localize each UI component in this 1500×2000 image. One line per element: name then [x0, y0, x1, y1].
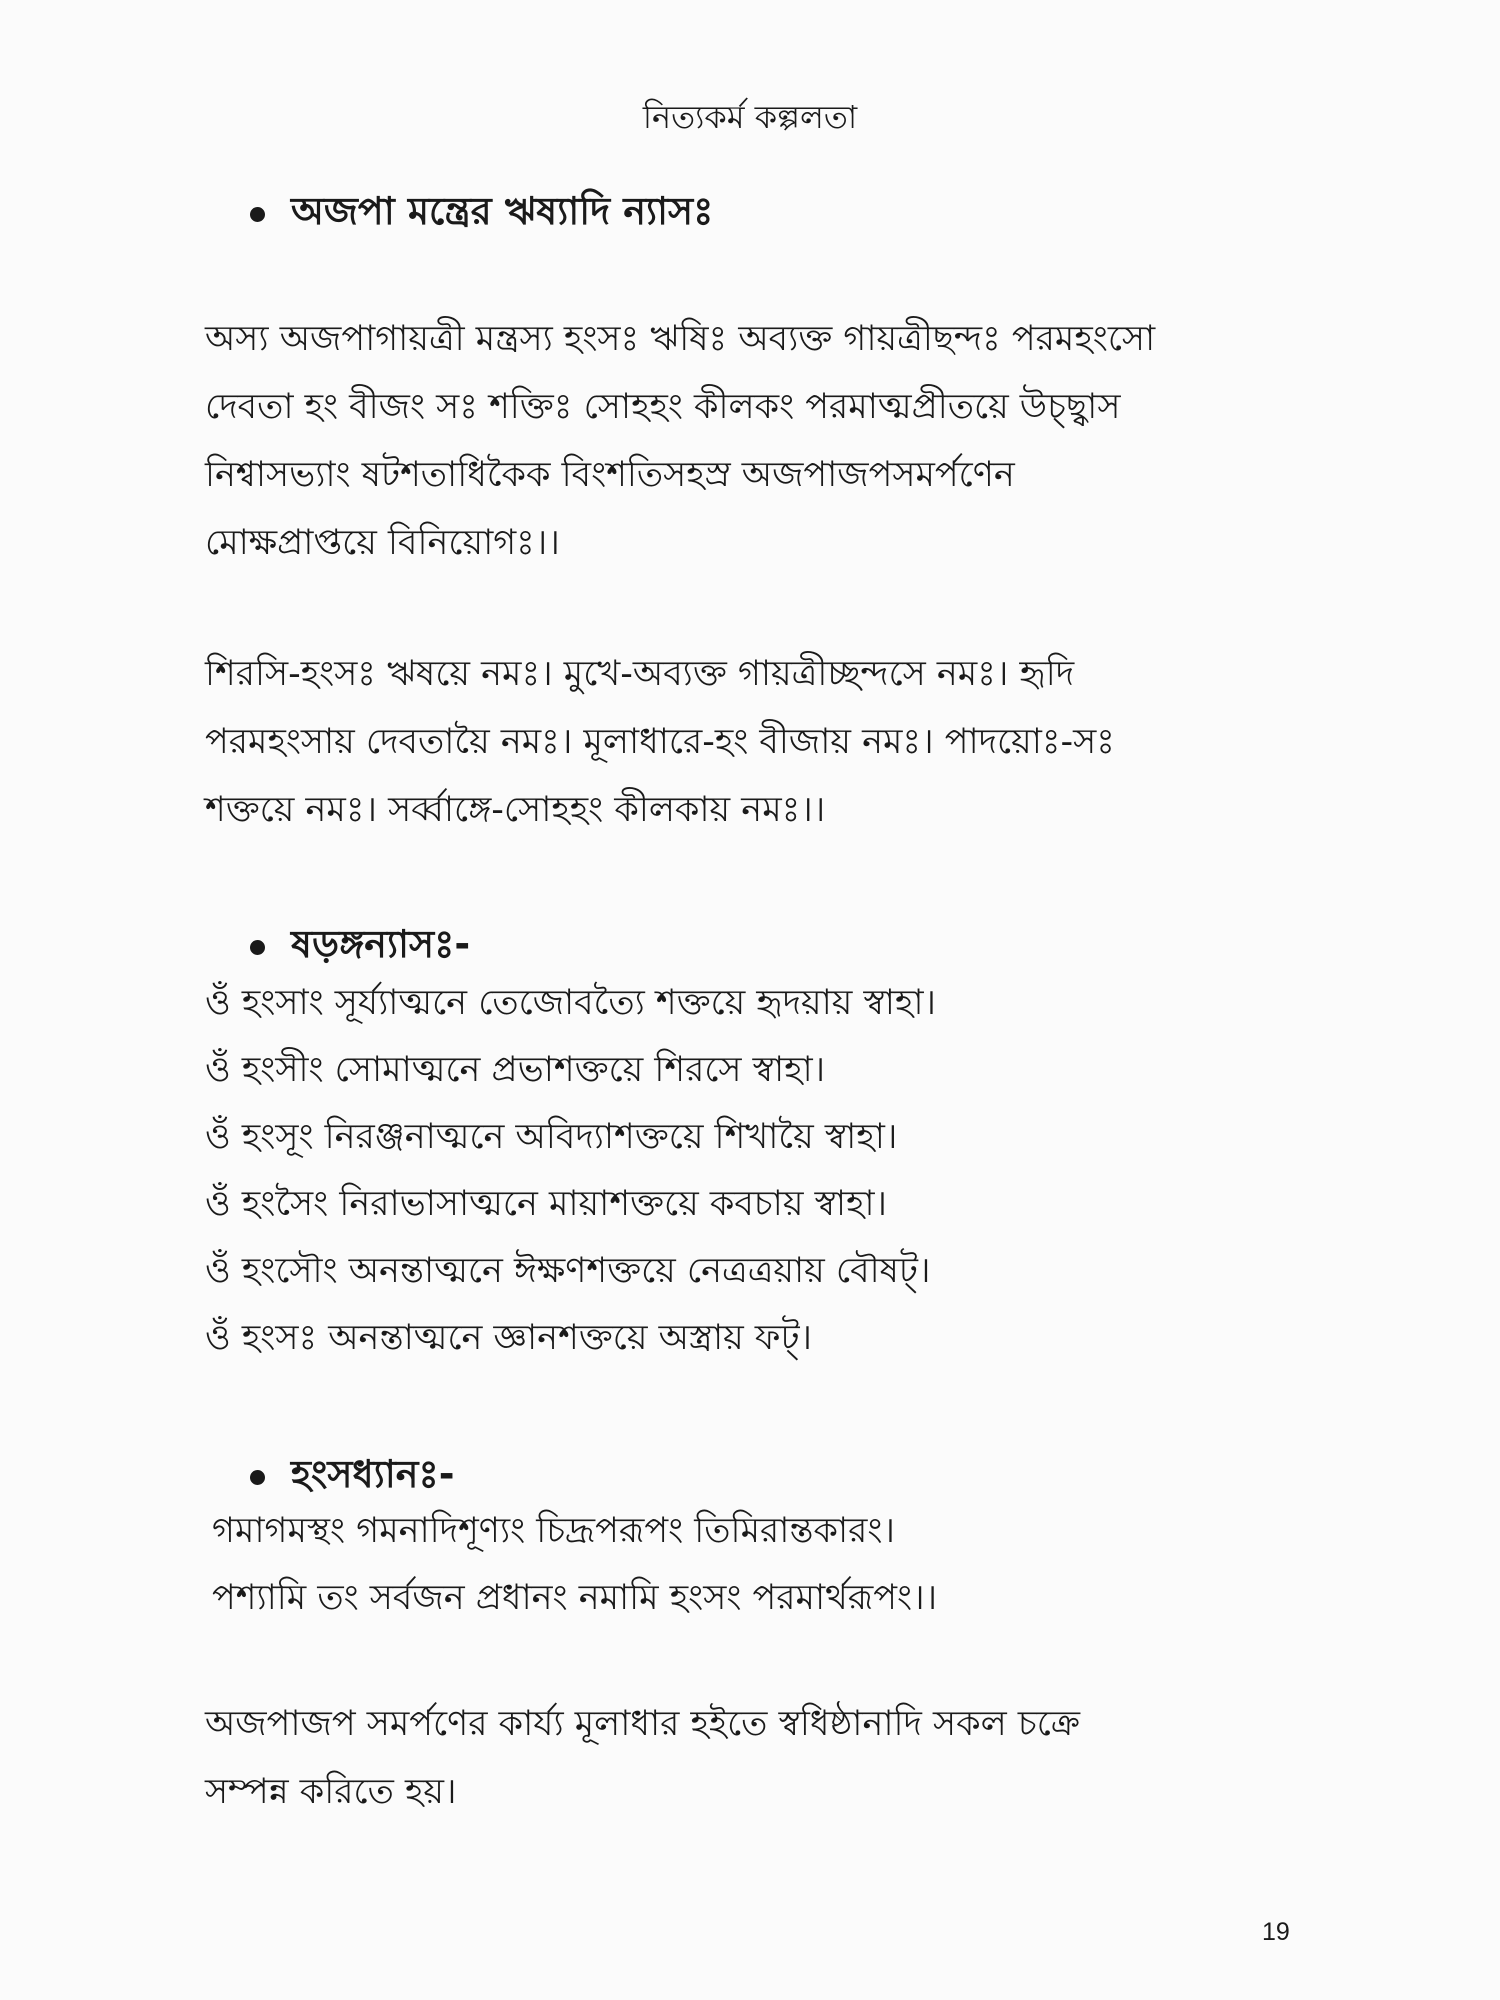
mantra-line: ওঁ হংসূং নিরঞ্জনাত্মনে অবিদ্যাশক্তয়ে শিখায়ৈ স্বাহা। [205, 1117, 898, 1157]
bullet-icon [250, 940, 265, 955]
text-line: অজপাজপ সমর্পণের কার্য্য মূলাধার হইতে স্বধিষ্ঠানাদি সকল চক্রে [205, 1704, 1081, 1744]
bullet-icon [250, 207, 265, 222]
verse-line: গমাগমস্থং গমনাদিশূণ্যং চিদ্রূপরূপং তিমিরান্তকারং। [212, 1511, 895, 1551]
mantra-line: ওঁ হংসাং সূর্য্যাত্মনে তেজোবত্যৈ শক্তয়ে হৃদয়ায় স্বাহা। [205, 983, 936, 1023]
verse-line: পশ্যামি তং সর্বজন প্রধানং নমামি হংসং পরমার্থরূপং।। [212, 1578, 938, 1618]
running-head: নিত্যকর্ম কল্পলতা [642, 98, 858, 136]
mantra-line: ওঁ হংসীং সোমাত্মনে প্রভাশক্তয়ে শিরসে স্বাহা। [205, 1050, 826, 1090]
text-line: সম্পন্ন করিতে হয়। [205, 1772, 457, 1812]
text-line: শিরসি-হংসঃ ঋষয়ে নমঃ। মুখে-অব্যক্ত গায়ত্রীচ্ছন্দসে নমঃ। হৃদি [205, 654, 1075, 694]
mantra-line: ওঁ হংসৌং অনন্তাত্মনে ঈক্ষণশক্তয়ে নেত্রত্রয়ায় বৌষট্। [205, 1251, 931, 1291]
text-line: অস্য অজপাগায়ত্রী মন্ত্রস্য হংসঃ ঋষিঃ অব্যক্ত গায়ত্রীছন্দঃ পরমহংসো [205, 319, 1156, 359]
section-heading-text: ষড়ঙ্গন্যাসঃ- [291, 922, 471, 966]
rishyadi-nyasa-paragraph [205, 640, 1305, 844]
text-line: নিশ্বাসভ্যাং ষটশতাধিকৈক বিংশতিসহস্র অজপাজপসমর্পণেন [205, 455, 1015, 495]
text-line: পরমহংসায় দেবতায়ৈ নমঃ। মূলাধারে-হং বীজায় নমঃ। পাদয়োঃ-সঃ [205, 722, 1115, 762]
text-line: মোক্ষপ্রাপ্তয়ে বিনিয়োগঃ।। [205, 523, 560, 563]
page-number: 19 [1262, 1918, 1290, 1946]
section-heading-text: অজপা মন্ত্রের ঋষ্যাদি ন্যাসঃ [291, 189, 714, 233]
mantra-line: ওঁ হংসৈং নিরাভাসাত্মনে মায়াশক্তয়ে কবচায় স্বাহা। [205, 1184, 888, 1224]
bullet-icon [250, 1470, 265, 1485]
shadanga-nyasa-list [205, 970, 1305, 1372]
closing-paragraph [205, 1690, 1305, 1826]
text-line: শক্তয়ে নমঃ। সর্ব্বাঙ্গে-সোহহং কীলকায় নমঃ।। [205, 790, 826, 830]
viniyoga-paragraph [205, 305, 1305, 577]
hamsa-dhyana-verse [212, 1498, 1312, 1632]
section-heading-ajapa-nyasa [250, 182, 1350, 246]
section-heading-text: হংসধ্যানঃ- [291, 1452, 455, 1496]
mantra-line: ওঁ হংসঃ অনন্তাত্মনে জ্ঞানশক্তয়ে অস্ত্রায় ফট্। [205, 1318, 813, 1358]
text-line: দেবতা হং বীজং সঃ শক্তিঃ সোহহং কীলকং পরমাত্মপ্রীতয়ে উচ্ছ্বাস [205, 387, 1121, 427]
